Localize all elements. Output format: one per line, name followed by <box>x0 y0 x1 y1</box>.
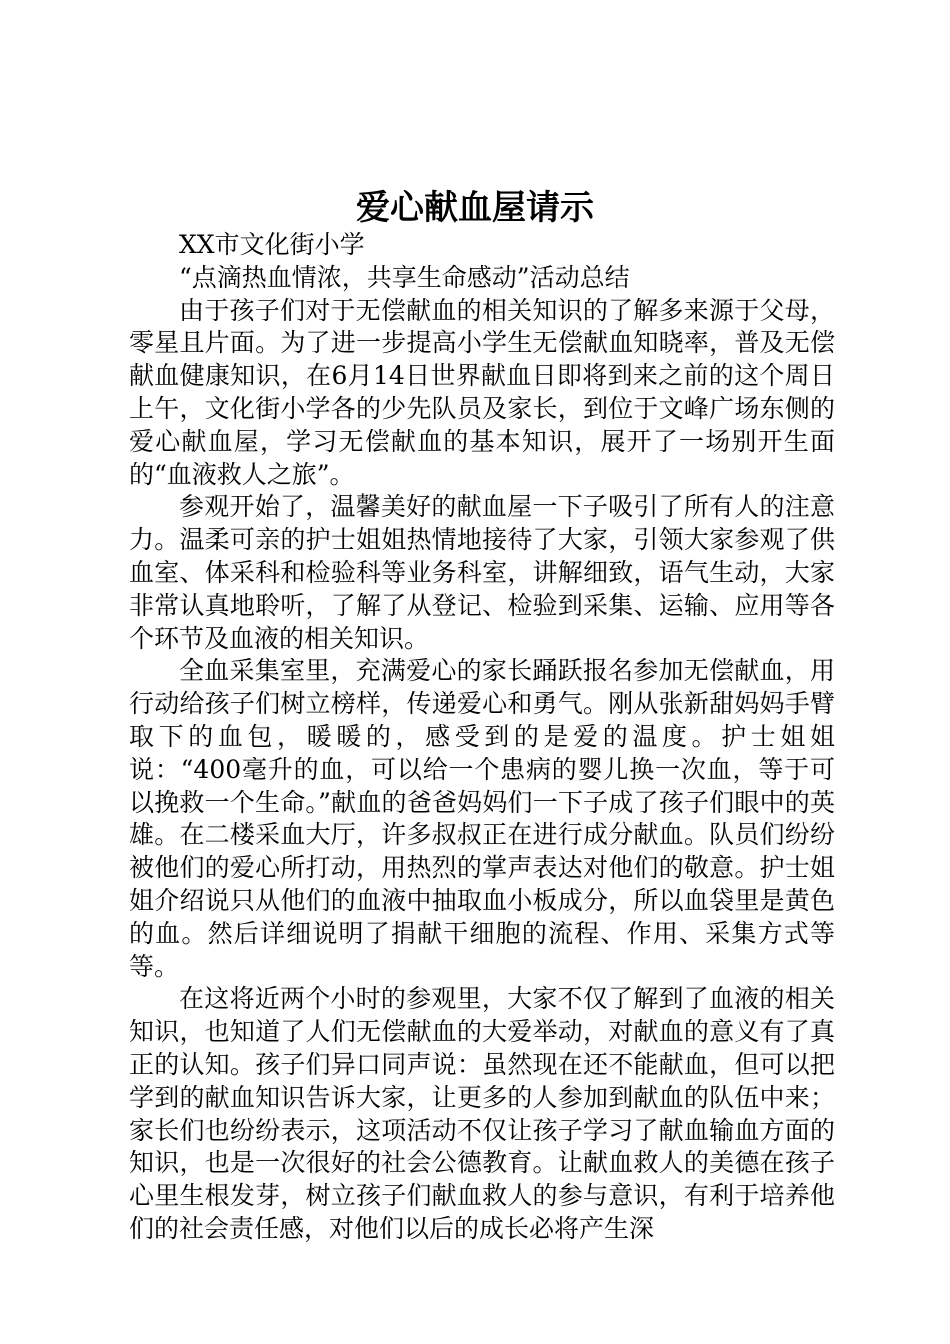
paragraph: 在这将近两个小时的参观里，大家不仅了解到了血液的相关知识，也知道了人们无偿献血的大爱举动，对献血的意义有了真正的认知。孩子们异口同声说：虽然现在还不能献血，但可以把学到的献血知识告诉大家，让更多的人参加到献血的队伍中来；家长们也纷纷表示，这项活动不仅让孩子学习了献血输血方面的知识，也是一次很好的社会公德教育。让献血救人的美德在孩子心里生根发芽，树立孩子们献血救人的参与意识，有利于培养他们的社会责任感，对他们以后的成长必将产生深 <box>129 984 835 1243</box>
paragraph: 由于孩子们对于无偿献血的相关知识的了解多来源于父母，零星且片面。为了进一步提高小学生无偿献血知晓率，普及无偿献血健康知识，在6月14日世界献血日即将到来之前的这个周日上午，文化街小学各的少先队员及家长，到位于文峰广场东侧的爱心献血屋，学习无偿献血的基本知识，展开了一场别开生面的“血液救人之旅”。 <box>129 295 835 489</box>
school-line: XX市文化街小学 <box>179 230 365 259</box>
document-title: 爱心献血屋请示 <box>356 188 594 228</box>
subtitle-line: “点滴热血情浓，共享生命感动”活动总结 <box>179 262 630 292</box>
paragraph: 全血采集室里，充满爱心的家长踊跃报名参加无偿献血，用行动给孩子们树立榜样，传递爱心和勇气。刚从张新甜妈妈手臂取下的血包，暖暖的，感受到的是爱的温度。护士姐姐说：“400毫升的血，可以给一个患病的婴儿换一次血，等于可以挽救一个生命。”献血的爸爸妈妈们一下子成了孩子们眼中的英雄。在二楼采血大厅，许多叔叔正在进行成分献血。队员们纷纷被他们的爱心所打动，用热烈的掌声表达对他们的敬意。护士姐姐介绍说只从他们的血液中抽取血小板成分，所以血袋里是黄色的血。然后详细说明了捐献干细胞的流程、作用、采集方式等等。 <box>129 656 835 981</box>
paragraph: 参观开始了，温馨美好的献血屋一下子吸引了所有人的注意力。温柔可亲的护士姐姐热情地接待了大家，引领大家参观了供血室、体采科和检验科等业务科室，讲解细致，语气生动，大家非常认真地聆听，了解了从登记、检验到采集、运输、应用等各个环节及血液的相关知识。 <box>129 492 835 653</box>
document-body <box>129 229 835 1246</box>
